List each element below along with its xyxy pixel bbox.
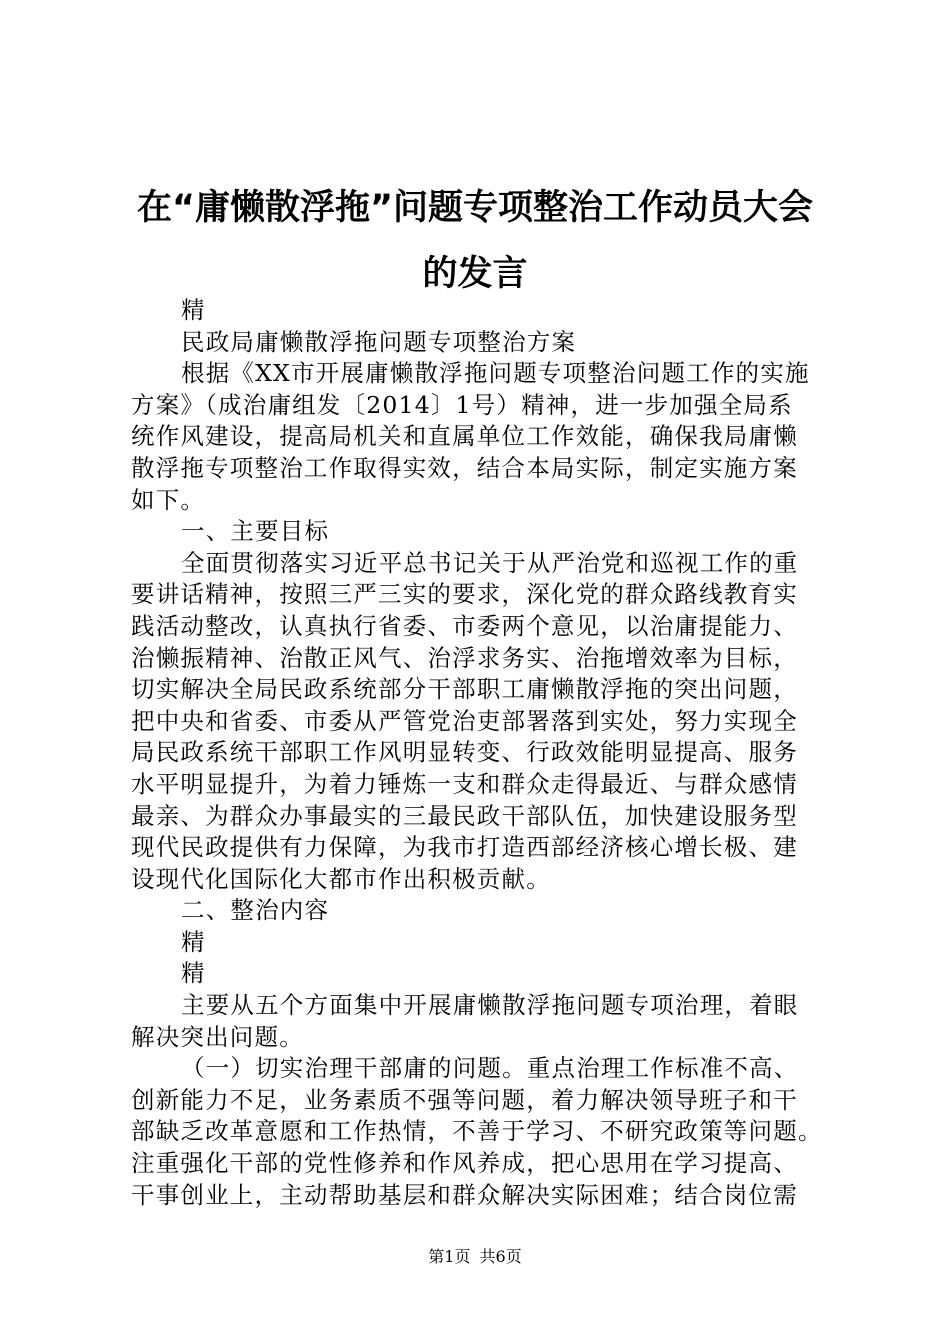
text-line: 解决突出问题。 [131, 1022, 304, 1051]
text-line: 现代民政提供有力保障，为我市打造西部经济核心增长极、建 [131, 833, 798, 862]
title-line-2: 的发言 [422, 254, 528, 294]
text-line: 统作风建设，提高局机关和直属单位工作效能，确保我局庸懒 [131, 422, 798, 451]
text-line: 局民政系统干部职工作风明显转变、行政效能明显提高、服务 [131, 738, 798, 767]
text-line: 要讲话精神，按照三严三实的要求，深化党的群众路线教育实 [131, 580, 798, 609]
text-line: 方案》（成治庸组发〔2014〕1号）精神，进一步加强全局系 [131, 390, 793, 419]
text-line: 切实解决全局民政系统部分干部职工庸懒散浮拖的突出问题， [131, 675, 798, 704]
page-total: 共6页 [479, 1247, 522, 1266]
text-line: 精 [181, 296, 206, 324]
text-line: 把中央和省委、市委从严管党治吏部署落到实处，努力实现全 [131, 706, 798, 735]
text-line: 二、整治内容 [181, 896, 330, 925]
text-line: （一）切实治理干部庸的问题。重点治理工作标准不高、 [181, 1054, 799, 1083]
page-footer [0, 1244, 950, 1267]
text-line: 部缺乏改革意愿和工作热情，不善于学习、不研究政策等问题。 [131, 1117, 823, 1146]
page-number: 第1页 [428, 1247, 471, 1266]
text-line: 创新能力不足，业务素质不强等问题，着力解决领导班子和干 [131, 1085, 798, 1114]
text-line: 注重强化干部的党性修养和作风养成，把心思用在学习提高、 [131, 1149, 798, 1178]
text-line: 干事创业上，主动帮助基层和群众解决实际困难；结合岗位需 [131, 1180, 798, 1209]
text-line: 根据《XX市开展庸懒散浮拖问题专项整治问题工作的实施 [181, 359, 810, 388]
document-title [110, 175, 840, 307]
text-line: 践活动整改，认真执行省委、市委两个意见，以治庸提能力、 [131, 611, 798, 640]
text-line: 设现代化国际化大都市作出积极贡献。 [131, 864, 551, 893]
text-line: 最亲、为群众办事最实的三最民政干部队伍，加快建设服务型 [131, 801, 798, 830]
text-line: 全面贯彻落实习近平总书记关于从严治党和巡视工作的重 [181, 548, 799, 577]
text-line: 散浮拖专项整治工作取得实效，结合本局实际，制定实施方案 [131, 453, 798, 482]
text-line: 精 [181, 927, 206, 956]
text-line: 精 [181, 959, 206, 988]
text-line: 水平明显提升，为着力锤炼一支和群众走得最近、与群众感情 [131, 769, 798, 798]
text-line: 如下。 [131, 485, 206, 514]
text-line: 主要从五个方面集中开展庸懒散浮拖问题专项治理，着眼 [181, 991, 799, 1020]
document-body [131, 295, 831, 1211]
text-line: 治懒振精神、治散正风气、治浮求务实、治拖增效率为目标， [131, 643, 798, 672]
text-line: 民政局庸懒散浮拖问题专项整治方案 [181, 327, 577, 356]
text-line: 一、主要目标 [181, 517, 330, 546]
title-line-1: 在“庸懒散浮拖”问题专项整治工作动员大会 [136, 188, 813, 228]
